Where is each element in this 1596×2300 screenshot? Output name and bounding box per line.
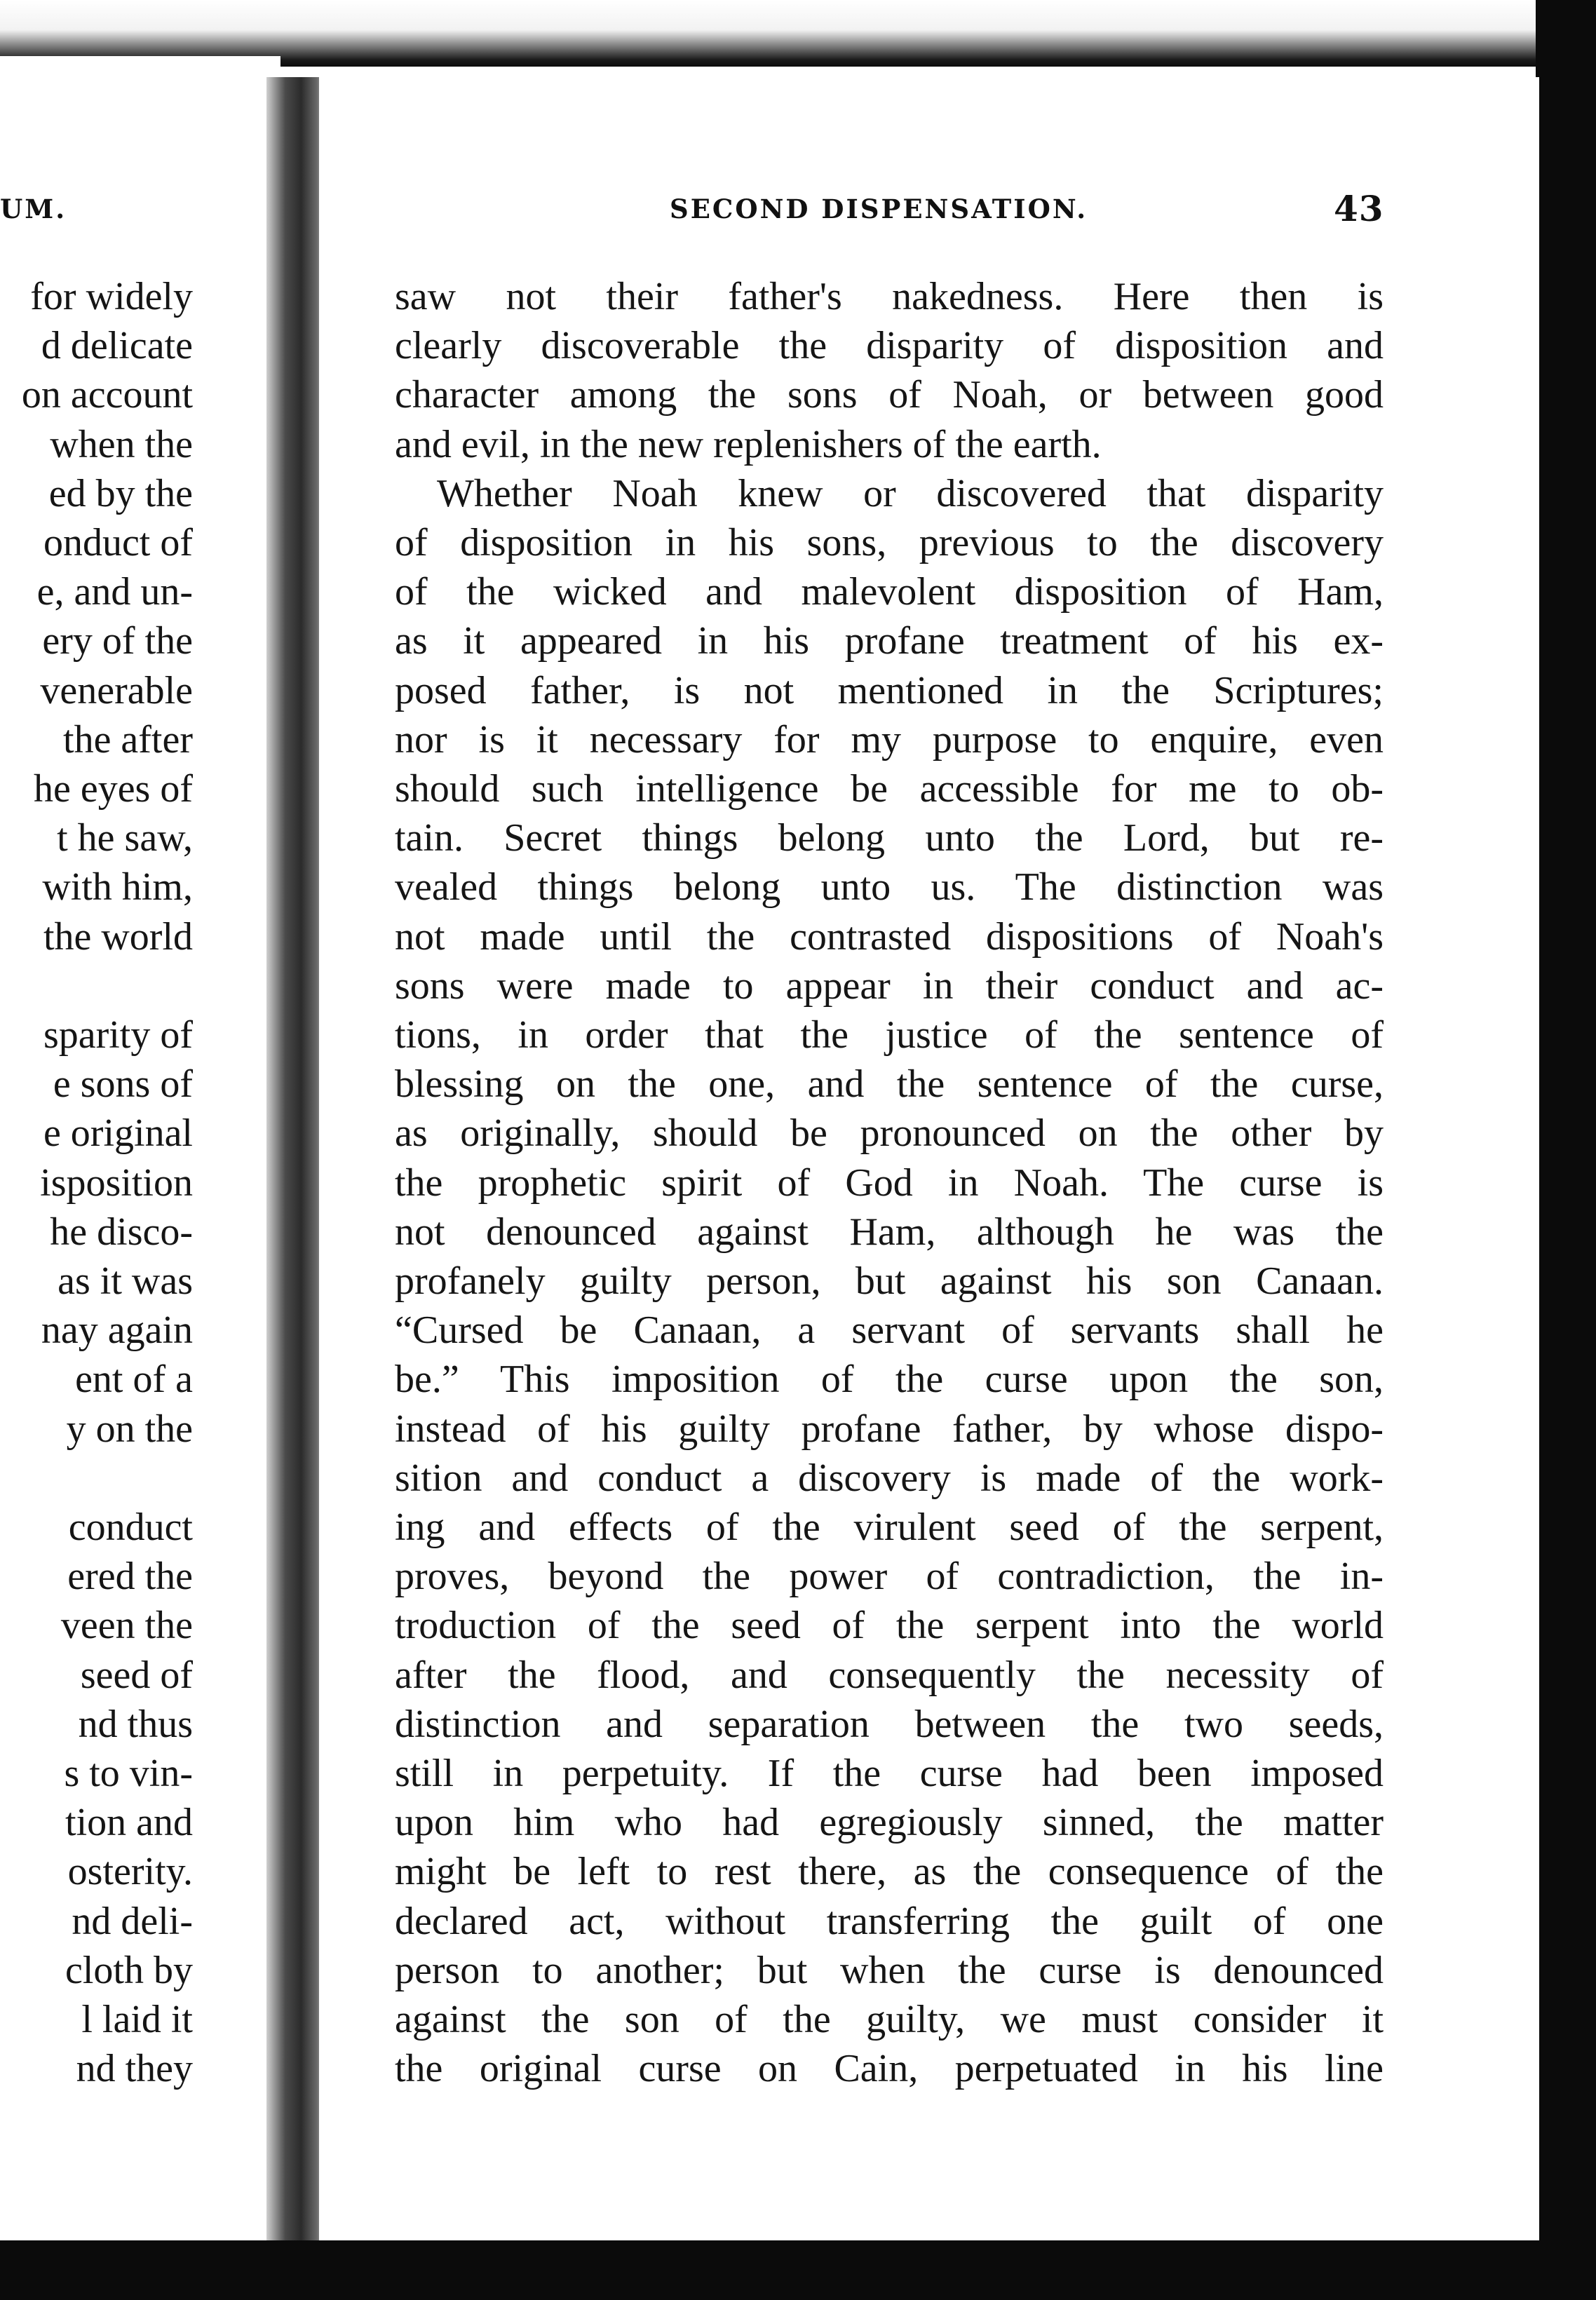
- body-line: distinction and separation between the two seeds,: [395, 1703, 1384, 1746]
- body-line: vealed things belong unto us. The distinction was: [395, 865, 1384, 909]
- left-page-line: isposition: [40, 1161, 193, 1205]
- scanner-bed-bottom: [0, 2240, 1596, 2300]
- body-line: of disposition in his sons, previous to the discovery: [395, 521, 1384, 564]
- body-line: blessing on the one, and the sentence of the curse,: [395, 1062, 1384, 1106]
- body-line: “Cursed be Canaan, a servant of servants shall he: [395, 1308, 1384, 1352]
- left-page-line: e original: [43, 1111, 193, 1155]
- left-page-line: t he saw,: [57, 816, 193, 860]
- body-line: against the son of the guilty, we must consider it: [395, 1998, 1384, 2041]
- body-line: instead of his guilty profane father, by whose dispo-: [395, 1407, 1384, 1451]
- left-page-line: y on the: [66, 1407, 193, 1451]
- page-number: 43: [1334, 188, 1384, 229]
- running-head-title: SECOND DISPENSATION.: [670, 194, 1088, 224]
- left-page-line: the after: [63, 718, 193, 762]
- left-page-line: onduct of: [43, 521, 193, 564]
- body-line: after the flood, and consequently the necessity of: [395, 1653, 1384, 1697]
- left-page-line: venerable: [40, 669, 193, 712]
- left-page-line: when the: [50, 423, 193, 466]
- body-line: sons were made to appear in their conduct and ac-: [395, 964, 1384, 1008]
- body-line: posed father, is not mentioned in the Scriptures;: [395, 669, 1384, 712]
- body-line: saw not their father's nakedness. Here then is: [395, 275, 1384, 318]
- body-line: proves, beyond the power of contradiction, the in-: [395, 1555, 1384, 1598]
- left-page-line: l laid it: [81, 1998, 193, 2041]
- body-line: character among the sons of Noah, or between good: [395, 373, 1384, 417]
- left-page-line: nd thus: [78, 1703, 193, 1746]
- left-page-line: nay again: [41, 1308, 193, 1352]
- body-line: not denounced against Ham, although he was the: [395, 1210, 1384, 1254]
- body-line: and evil, in the new replenishers of the earth.: [395, 423, 1102, 466]
- left-page-line: e, and un-: [36, 570, 193, 614]
- body-line: as it appeared in his profane treatment of his ex-: [395, 619, 1384, 663]
- body-line: clearly discoverable the disparity of disposition and: [395, 324, 1384, 367]
- body-line: should such intelligence be accessible for me to ob-: [395, 767, 1384, 811]
- left-page-line: sparity of: [43, 1013, 193, 1057]
- left-page-line: cloth by: [65, 1949, 193, 1992]
- left-page-line: nd deli-: [72, 1900, 193, 1943]
- left-running-head: UM.: [0, 194, 67, 224]
- left-page-line: osterity.: [67, 1850, 193, 1893]
- body-line: declared act, without transferring the guilt of one: [395, 1900, 1384, 1943]
- left-page-line: seed of: [80, 1653, 193, 1697]
- left-page-line: d delicate: [41, 324, 193, 367]
- body-line: not made until the contrasted dispositions of Noah's: [395, 915, 1384, 959]
- body-line: might be left to rest there, as the consequence of the: [395, 1850, 1384, 1893]
- body-line: ing and effects of the virulent seed of the serpent,: [395, 1506, 1384, 1549]
- left-page-line: as it was: [58, 1259, 193, 1303]
- left-page-line: he disco-: [50, 1210, 193, 1254]
- body-line: of the wicked and malevolent disposition of Ham,: [395, 570, 1384, 614]
- left-page-line: with him,: [42, 865, 193, 909]
- body-line: still in perpetuity. If the curse had been imposed: [395, 1752, 1384, 1795]
- left-page-line: ed by the: [48, 472, 193, 515]
- left-page-line: s to vin-: [64, 1752, 193, 1795]
- body-line: the original curse on Cain, perpetuated in his line: [395, 2047, 1384, 2090]
- left-page-line: he eyes of: [33, 767, 193, 811]
- body-line: person to another; but when the curse is denounced: [395, 1949, 1384, 1992]
- scanner-bed-right: [1536, 0, 1596, 2300]
- body-line: be.” This imposition of the curse upon the son,: [395, 1358, 1384, 1401]
- left-page-line: e sons of: [53, 1062, 193, 1106]
- body-line: tions, in order that the justice of the sentence of: [395, 1013, 1384, 1057]
- body-line: troduction of the seed of the serpent into the world: [395, 1604, 1384, 1647]
- body-line: tain. Secret things belong unto the Lord, but re-: [395, 816, 1384, 860]
- left-page-line: nd they: [76, 2047, 193, 2090]
- body-line: the prophetic spirit of God in Noah. The curse is: [395, 1161, 1384, 1205]
- left-page-line: ered the: [67, 1555, 193, 1598]
- left-page-line: the world: [43, 915, 193, 959]
- body-line: upon him who had egregiously sinned, the matter: [395, 1801, 1384, 1844]
- body-line: Whether Noah knew or discovered that disparity: [437, 472, 1384, 515]
- left-page-line: for widely: [30, 275, 193, 318]
- body-line: nor is it necessary for my purpose to enquire, even: [395, 718, 1384, 762]
- left-page-line: tion and: [65, 1801, 193, 1844]
- left-page-line: ent of a: [75, 1358, 193, 1401]
- body-line: as originally, should be pronounced on the other by: [395, 1111, 1384, 1155]
- body-line: profanely guilty person, but against his son Canaan.: [395, 1259, 1384, 1303]
- body-line: sition and conduct a discovery is made of the work-: [395, 1456, 1384, 1500]
- left-page-line: conduct: [68, 1506, 193, 1549]
- left-page-line: ery of the: [42, 619, 193, 663]
- left-page-line: on account: [21, 373, 193, 417]
- left-page-line: veen the: [60, 1604, 193, 1647]
